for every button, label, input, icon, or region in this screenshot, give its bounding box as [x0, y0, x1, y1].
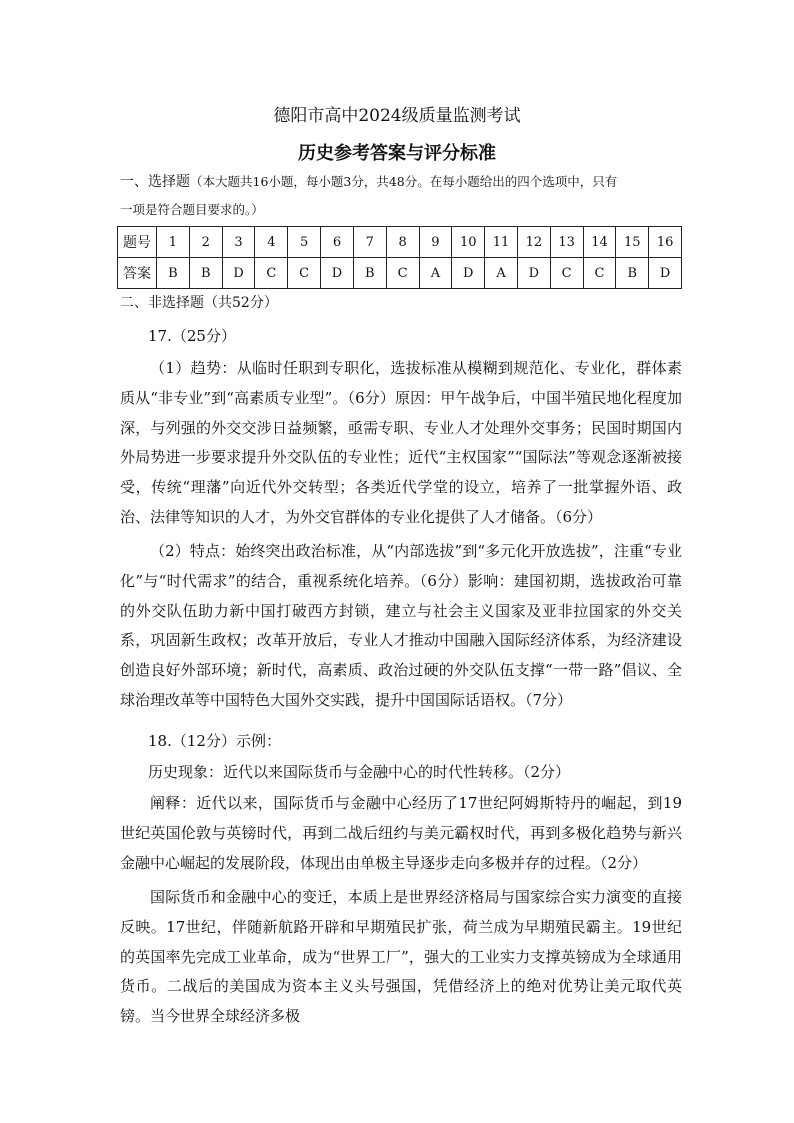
- answer-letter: A: [485, 258, 518, 289]
- question-number: 8: [386, 227, 419, 258]
- answer-letter: C: [255, 258, 288, 289]
- answer-letter: D: [321, 258, 354, 289]
- answer-letter: D: [517, 258, 550, 289]
- answer-letter: C: [386, 258, 419, 289]
- section2-heading: 二、非选择题（共52分）: [120, 295, 278, 311]
- question-number: 4: [255, 227, 288, 258]
- question-number: 1: [157, 227, 190, 258]
- section1-desc-line1: （本大题共16小题，每小题3分，共48分。在每小题给出的四个选项中，只有: [190, 174, 618, 189]
- q18-analysis: 国际货币和金融中心的变迁，本质上是世界经济格局与国家综合实力演变的直接反映。17世纪，伴随新航路开辟和早期殖民扩张，荷兰成为早期殖民霸主。19世纪的英国率先完成工业革命，成为“世界工厂”，强大的工业实力支撑英镑成为全球通用货币。二战后的美国成为资本主义头号强国，凭借经济上的绝对优势让美元取代英镑。当今世界全球经济多极: [120, 888, 682, 1026]
- section1-heading-block: [120, 168, 617, 224]
- question-number: 3: [222, 227, 255, 258]
- question-number: 15: [616, 227, 649, 258]
- subject-title: 历史参考答案与评分标准: [298, 143, 496, 164]
- question-number: 9: [419, 227, 452, 258]
- answer-table: [117, 226, 682, 289]
- question-number: 11: [485, 227, 518, 258]
- answer-letter: D: [222, 258, 255, 289]
- question-number: 5: [288, 227, 321, 258]
- q17-part2-answer: （2）特点：始终突出政治标准，从“内部选拔”到“多元化开放选拔”，注重“专业化”与“时代需求”的结合，重视系统化培养。（6分）影响：建国初期，选拔政治可靠的外交队伍助力新中国打破西方封锁，建立与社会主义国家及亚非拉国家的外交关系，巩固新生政权；改革开放后，专业人才推动中国融入国际经济体系，为经济建设创造良好外部环境；新时代，高素质、政治过硬的外交队伍支撑“一带一路”倡议、全球治理改革等中国特色大国外交实践，提升中国国际话语权。（7分）: [120, 542, 682, 709]
- question-number: 13: [550, 227, 583, 258]
- q17-part1-answer: （1）趋势：从临时任职到专职化，选拔标准从模糊到规范化、专业化，群体素质从“非专业”到“高素质专业型”。（6分）原因：甲午战争后，中国半殖民地化程度加深，与列强的外交交涉日益频繁，亟需专职、专业人才处理外交事务；民国时期国内外局势进一步要求提升外交队伍的专业性；近代“主权国家”“国际法”等观念逐渐被接受，传统“理藩”向近代外交转型；各类近代学堂的设立，培养了一批掌握外语、政治、法律等知识的人才，为外交官群体的专业化提供了人才储备。（6分）: [120, 359, 682, 526]
- question-number: 12: [517, 227, 550, 258]
- answer-letter: A: [419, 258, 452, 289]
- question-number: 10: [452, 227, 485, 258]
- answer-table-number-row: [118, 227, 682, 258]
- answer-letter: B: [616, 258, 649, 289]
- answer-letter: C: [288, 258, 321, 289]
- answer-letter: B: [353, 258, 386, 289]
- q18-elaboration: 阐释：近代以来，国际货币与金融中心经历了17世纪阿姆斯特丹的崛起，到19世纪英国伦敦与英镑时代，再到二战后纽约与美元霸权时代，再到多极化趋势与新兴金融中心崛起的发展阶段，体现出由单极主导逐步走向多极并存的过程。（2分）: [120, 794, 682, 872]
- exam-title: 德阳市高中2024级质量监测考试: [273, 106, 521, 126]
- answer-letter: B: [189, 258, 222, 289]
- question-number: 7: [353, 227, 386, 258]
- q17-label: 17.（25分）: [148, 327, 236, 345]
- q18-label: 18.（12分）示例：: [148, 732, 281, 750]
- answer-letter: D: [649, 258, 682, 289]
- answer-letter: C: [583, 258, 616, 289]
- answer-letter: D: [452, 258, 485, 289]
- answer-letter: C: [550, 258, 583, 289]
- section1-desc-line2: 一项是符合题目要求的。）: [120, 202, 264, 217]
- question-number: 14: [583, 227, 616, 258]
- row-label-number: 题号: [118, 227, 157, 258]
- row-label-answer: 答案: [118, 258, 157, 289]
- section1-heading: 一、选择题: [120, 174, 190, 190]
- answer-letter: B: [157, 258, 190, 289]
- question-number: 16: [649, 227, 682, 258]
- question-number: 6: [321, 227, 354, 258]
- q18-phenomenon: 历史现象：近代以来国际货币与金融中心的时代性转移。（2分）: [148, 763, 571, 781]
- question-number: 2: [189, 227, 222, 258]
- answer-table-answer-row: [118, 258, 682, 289]
